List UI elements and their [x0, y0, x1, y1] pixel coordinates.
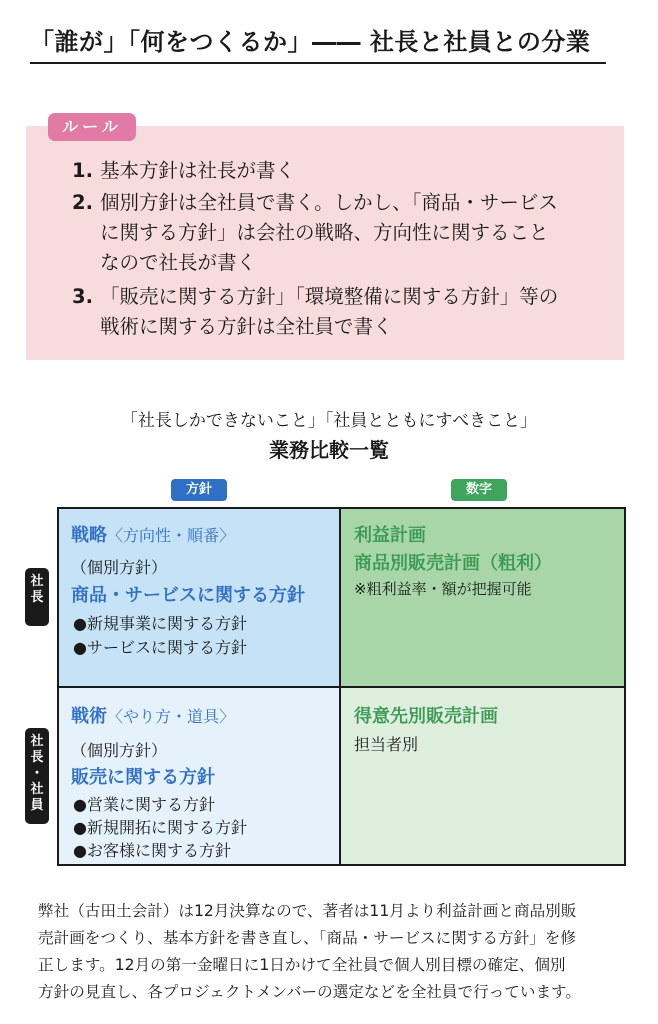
footer-line: 弊社（古田土会計）は12月決算なので、著者は11月より利益計画と商品別販	[38, 902, 577, 920]
row-label-char: 長	[30, 590, 44, 605]
profit-plan-note: ※粗利益率・額が把握可能	[354, 580, 532, 598]
cell-profit-plan	[341, 509, 624, 688]
rule-text: に関する方針」は会社の戦略、方向性に関すること	[100, 221, 549, 244]
column-badge-policy: 方針	[171, 479, 227, 501]
rule-text: 個別方針は全社員で書く。しかし、「商品・サービス	[100, 191, 558, 214]
cell-tactics	[59, 688, 341, 864]
row-label-president-staff	[25, 728, 49, 824]
tactics-heading-text: 戦術	[71, 706, 107, 727]
tactics-heading-note: 〈やり方・道具〉	[107, 707, 236, 726]
row-label-char: 社	[30, 574, 44, 589]
rule-item-1	[72, 156, 295, 186]
strategy-bullet: ●サービスに関する方針	[73, 638, 247, 657]
rule-number: 2.	[72, 191, 93, 214]
strategy-heading-note: 〈方向性・順番〉	[107, 526, 236, 545]
sales-plan-note: 担当者別	[354, 735, 419, 754]
rule-item-2	[72, 188, 558, 278]
tactics-paren: （個別方針）	[71, 741, 168, 760]
tactics-heading	[71, 702, 235, 728]
title-underline	[30, 62, 606, 64]
footer-line: 売計画をつくり、基本方針を書き直し、「商品・サービスに関する方針」を修	[38, 929, 576, 947]
rule-text: 「販売に関する方針」「環境整備に関する方針」等の	[100, 285, 559, 308]
rules-badge: ルール	[48, 113, 136, 141]
footer-paragraph	[38, 898, 623, 1006]
row-label-president	[25, 568, 49, 626]
row-label-char: 員	[30, 798, 44, 813]
cell-strategy	[59, 509, 341, 688]
tactics-bullet: ●新規開拓に関する方針	[73, 818, 247, 837]
column-badge-numbers: 数字	[451, 479, 507, 501]
strategy-policy: 商品・サービスに関する方針	[71, 585, 305, 606]
footer-line: 正します。12月の第一金曜日に1日かけて全社員で個人別目標の確定、個別	[38, 956, 566, 974]
sales-plan-line1: 得意先別販売計画	[354, 706, 498, 727]
row-label-char: 社	[30, 782, 44, 797]
profit-plan-line1: 利益計画	[354, 525, 426, 546]
row-label-char: 社	[30, 734, 44, 749]
rule-text: 戦術に関する方針は全社員で書く	[100, 315, 393, 338]
strategy-heading-text: 戦略	[71, 525, 107, 546]
row-label-char: 長	[30, 750, 44, 765]
page-title: 「誰が」「何をつくるか」―― 社長と社員との分業	[30, 28, 591, 56]
comparison-title: 業務比較一覧	[269, 438, 389, 462]
cell-sales-plan	[341, 688, 624, 864]
comparison-subtitle: 「社長しかできないこと」「社員とともにすべきこと」	[120, 411, 538, 431]
comparison-table	[57, 507, 626, 866]
strategy-bullet: ●新規事業に関する方針	[73, 614, 247, 633]
footer-line: 方針の見直し、各プロジェクトメンバーの選定などを全社員で行っています。	[38, 983, 581, 1001]
row-label-char: ・	[30, 766, 44, 781]
profit-plan-line2: 商品別販売計画（粗利）	[354, 553, 552, 574]
strategy-heading	[71, 521, 235, 547]
rule-item-3	[72, 282, 558, 342]
rule-number: 3.	[72, 285, 93, 308]
rule-number: 1.	[72, 159, 93, 182]
rule-text: なので社長が書く	[100, 251, 257, 274]
tactics-bullet: ●お客様に関する方針	[73, 841, 231, 860]
rule-text: 基本方針は社長が書く	[100, 159, 296, 182]
tactics-bullet: ●営業に関する方針	[73, 795, 215, 814]
tactics-policy: 販売に関する方針	[71, 767, 215, 788]
strategy-paren: （個別方針）	[71, 558, 168, 577]
